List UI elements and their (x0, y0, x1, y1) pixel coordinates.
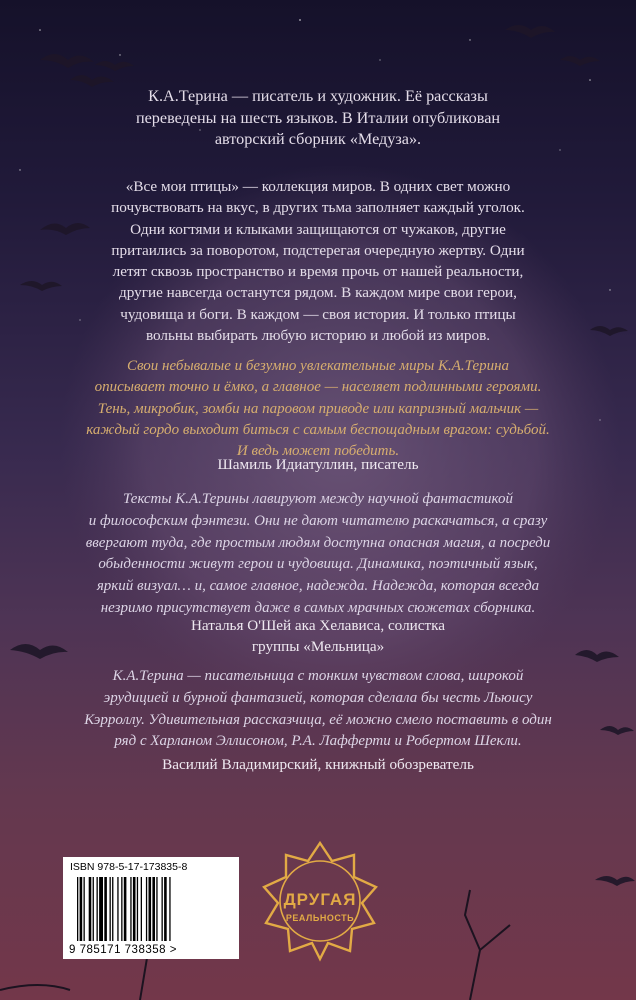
review-author-1 (0, 454, 636, 475)
text-line: Одни когтями и клыками защищаются от чужаков, другие (130, 220, 506, 238)
barcode-bar (162, 877, 163, 941)
barcode-bar (169, 877, 170, 941)
text-line: вольны выбирать любую историю и любой из миров. (145, 327, 491, 345)
text-line: эрудицией и бурной фантазией, которая сделала бы честь Льюису (103, 689, 533, 706)
review-author-2 (0, 615, 636, 657)
text-line: «Все мои птицы» — коллекция миров. В одних свет можно (125, 178, 511, 195)
ean-digits: 9 785171 738358 > (69, 944, 177, 956)
barcode-bar (164, 877, 167, 941)
logo-word-2: РЕАЛЬНОСТЬ (285, 913, 355, 923)
text-line: Тень, микробик, зомби на паровом приводе или капризный мальчик — (97, 400, 539, 417)
barcode-bar (110, 877, 111, 941)
barcode-bar (104, 877, 107, 941)
author-bio (0, 86, 636, 151)
text-line: ряд с Харланом Эллисоном, Р.А. Лафферти и Робертом Шекли. (114, 733, 522, 750)
isbn-number: ISBN 978-5-17-173835-8 (70, 861, 188, 873)
barcode-bar (156, 877, 157, 941)
text-line: авторский сборник «Медуза». (214, 130, 422, 148)
barcode-bar (141, 877, 142, 941)
text-line: Свои небывалые и безумно увлекательные миры К.А.Терина (126, 358, 510, 374)
text-line: описывает точно и ёмко, а главное — населяет подлинными героями. (94, 379, 542, 396)
text-line: яркий визуал… и, самое главное, надежда. Надежда, которая всегда (96, 578, 540, 595)
barcode-bar (137, 877, 138, 941)
barcode-bar (124, 877, 127, 941)
text-line: К.А.Терина — писательница с тонким чувством слова, широкой (112, 668, 524, 684)
barcode-bar (84, 877, 85, 941)
text-line: Тексты К.А.Терины лавируют между научной фантастикой (123, 491, 513, 507)
barcode-bar (80, 877, 83, 941)
barcode-bar (121, 877, 122, 941)
barcode-bar (146, 877, 147, 941)
text-line: почувствовать на вкус, в других тьма заполняет каждый уголок. (111, 199, 525, 217)
review-quote-3 (0, 666, 636, 753)
barcode-bar (133, 877, 136, 941)
barcode-bar (117, 877, 118, 941)
text-line: К.А.Терина — писатель и художник. Её рассказы (148, 87, 488, 105)
text-line: и философским фэнтези. Они не дают читателю раскачаться, а сразу (88, 512, 548, 529)
isbn-barcode (63, 857, 239, 959)
text-line: ввергают туда, где простым людям доступна опасная магия, а посреди (85, 534, 551, 551)
barcode-bar (152, 877, 155, 941)
review-quote-1 (0, 356, 636, 462)
review-author-3 (0, 754, 636, 775)
text-line: каждый гордо выходит биться с самым беспощадным врагом: судьбой. (86, 421, 550, 438)
text-line: Наталья О'Шей ака Хелависа, солистка (190, 617, 446, 634)
barcode-bar (97, 877, 98, 941)
publisher-logo (258, 839, 382, 963)
text-line: притаились за поворотом, подстерегая очередную жертву. Одни (111, 241, 525, 259)
text-line: Кэрроллу. Удивительная рассказчица, её можно смело поставить в один (84, 711, 552, 728)
barcode-bar (93, 877, 94, 941)
barcode-bars (77, 877, 227, 941)
text-line: чудовища и боги. В каждом — своя история. И только птицы (120, 305, 516, 323)
barcode-bar (99, 877, 103, 941)
text-line: другие навсегда останутся рядом. В каждом мире свои герои, (119, 284, 517, 302)
barcode-bar (77, 877, 78, 941)
barcode-bar (130, 877, 131, 941)
text-line: обыденности живут герои и чудовища. Динамика, поэтичный язык, (98, 556, 538, 573)
text-line: Василий Владимирский, книжный обозреватель (162, 756, 474, 773)
book-annotation (0, 176, 636, 346)
review-quote-2 (0, 489, 636, 620)
text-line: летят сквозь пространство и время прочь от нашей реальности, (112, 263, 524, 281)
barcode-bar (112, 877, 113, 941)
barcode-bar (89, 877, 92, 941)
text-line: группы «Мельница» (251, 638, 385, 655)
text-line: незримо присутствует даже в самых мрачных сюжетах сборника. (100, 599, 536, 616)
text-line: И ведь может победить. (236, 443, 400, 460)
text-line: переведены на шесть языков. В Италии опубликован (135, 108, 501, 127)
text-line: Шамиль Идиатуллин, писатель (217, 456, 419, 473)
barcode-bar (149, 877, 152, 941)
logo-word-1: ДРУГАЯ (283, 890, 357, 909)
